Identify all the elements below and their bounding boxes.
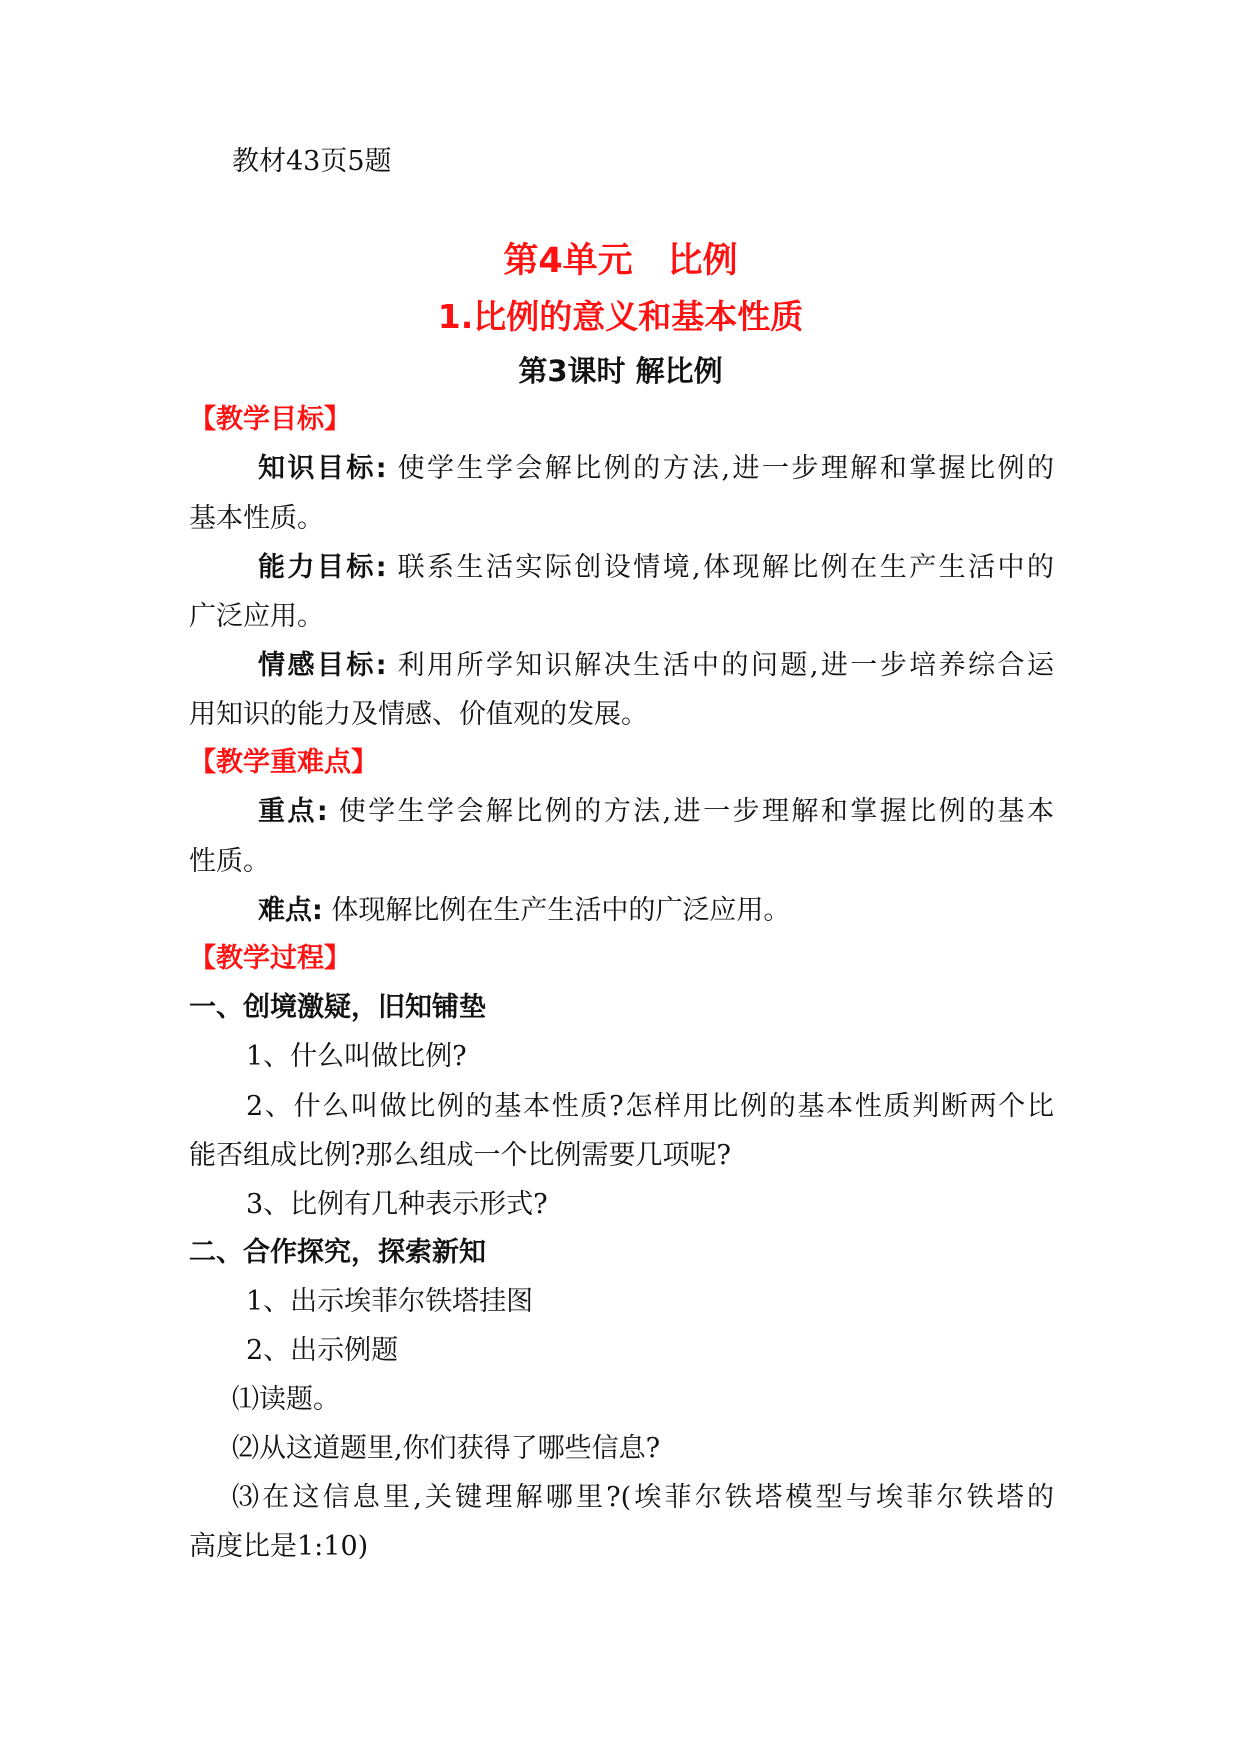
process-heading: 【教学过程】 <box>189 943 351 974</box>
part2-item2: 2、出示例题 <box>246 1335 399 1366</box>
difficult-point-text: 体现解比例在生产生活中的广泛应用。 <box>322 895 791 926</box>
knowledge-objective-label: 知识目标: <box>258 453 387 484</box>
emotion-objective-label: 情感目标: <box>258 650 387 681</box>
key-point-text: 使学生学会解比例的方法,进一步理解和掌握比例的基本 <box>327 796 1054 827</box>
top-note: 教材43页5题 <box>232 146 392 177</box>
key-point-line1 <box>258 795 1054 829</box>
part2-sub1: ⑴读题。 <box>232 1384 340 1415</box>
unit-title: 第4单元 比例 <box>503 241 738 281</box>
ability-objective-line1 <box>258 551 1054 585</box>
part2-item1: 1、出示埃菲尔铁塔挂图 <box>246 1286 534 1317</box>
part2-title: 二、合作探究，探索新知 <box>189 1237 486 1268</box>
part2-sub2: ⑵从这道题里,你们获得了哪些信息? <box>232 1433 661 1464</box>
key-point-label: 重点: <box>258 796 328 827</box>
section-title: 1.比例的意义和基本性质 <box>437 297 804 336</box>
emotion-objective-text: 利用所学知识解决生活中的问题,进一步培养综合运 <box>386 650 1054 681</box>
part1-question1: 1、什么叫做比例? <box>246 1041 467 1072</box>
knowledge-objective-text: 使学生学会解比例的方法,进一步理解和掌握比例的 <box>386 453 1054 484</box>
emotion-objective-line2: 用知识的能力及情感、价值观的发展。 <box>189 699 648 730</box>
part1-question2-line2: 能否组成比例?那么组成一个比例需要几项呢? <box>189 1140 731 1171</box>
part1-question3: 3、比例有几种表示形式? <box>246 1189 548 1220</box>
part1-title: 一、创境激疑，旧知铺垫 <box>189 992 486 1023</box>
knowledge-objective-line2: 基本性质。 <box>189 503 324 534</box>
part1-question2-line1: 2、什么叫做比例的基本性质?怎样用比例的基本性质判断两个比 <box>246 1091 1054 1122</box>
difficult-point-line <box>258 894 790 928</box>
ability-objective-label: 能力目标: <box>258 552 387 583</box>
emotion-objective-line1 <box>258 649 1054 683</box>
lesson-title: 第3课时 解比例 <box>518 354 723 388</box>
knowledge-objective-line1 <box>258 452 1054 486</box>
part2-sub3-line2: 高度比是1:10) <box>189 1531 369 1562</box>
part2-sub3-line1: ⑶在这信息里,关键理解哪里?(埃菲尔铁塔模型与埃菲尔铁塔的 <box>232 1482 1054 1513</box>
key-points-heading: 【教学重难点】 <box>189 747 378 778</box>
ability-objective-text: 联系生活实际创设情境,体现解比例在生产生活中的 <box>386 552 1054 583</box>
difficult-point-label: 难点: <box>258 895 323 926</box>
key-point-line2: 性质。 <box>189 846 270 877</box>
objectives-heading: 【教学目标】 <box>189 404 351 435</box>
ability-objective-line2: 广泛应用。 <box>189 601 324 632</box>
